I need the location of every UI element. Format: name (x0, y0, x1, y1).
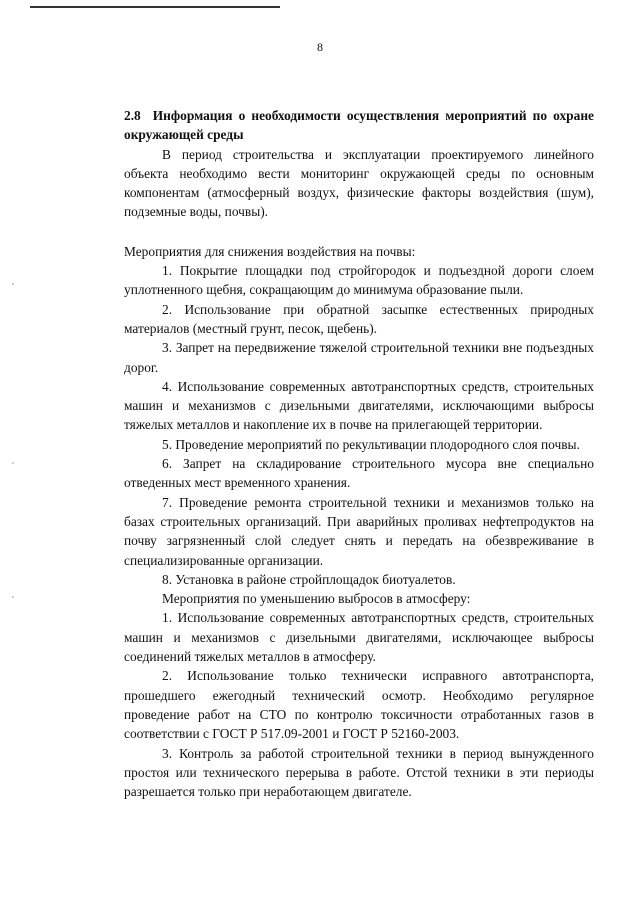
top-rule (30, 6, 280, 8)
soil-measure-item: 8. Установка в районе стройплощадок биотуалетов. (162, 571, 456, 587)
intro-paragraph: В период строительства и эксплуатации проектируемого линейного объекта необходимо вести мониторинг окружающей среды по основным компонентам (атмосферный воздух, физические факторы воздействия (шум), подземные воды, почвы). (124, 146, 594, 220)
soil-measure-item: 7. Проведение ремонта строительной техники и механизмов только на базах строительных организаций. При аварийных проливах нефтепродуктов на почву загрязненный слой следует снять и передать на обезвреживание в специализированные организации. (124, 494, 594, 568)
soil-measure-item: 3. Запрет на передвижение тяжелой строительной техники вне подъездных дорог. (124, 340, 594, 375)
soil-measure-item: 5. Проведение мероприятий по рекультивации плодородного слоя почвы. (162, 436, 580, 452)
soil-measure-item: 6. Запрет на складирование строительного мусора вне специально отведенных мест временного хранения. (124, 456, 594, 491)
page-number: 8 (317, 40, 323, 54)
document-body (124, 106, 594, 801)
air-measure-item: 1. Использование современных автотранспортных средств, строительных машин и механизмов с дизельными двигателями, исключающее выбросы соединений тяжелых металлов в атмосферу. (124, 610, 594, 665)
section-heading (124, 106, 594, 145)
air-measures-heading: Мероприятия по уменьшению выбросов в атмосферу: (162, 591, 471, 607)
scan-artifact (12, 596, 14, 598)
soil-measures-heading: Мероприятия для снижения воздействия на почвы: (124, 243, 416, 259)
air-measure-item: 3. Контроль за работой строительной техники в период вынужденного простоя или технического перерыва в работе. Отстой техники в эти периоды разрешается только при неработающем двигателе. (124, 745, 594, 800)
section-number: 2.8 (124, 108, 141, 123)
section-title: Информация о необходимости осуществления мероприятий по охране окружающей среды (124, 108, 594, 143)
air-measure-item: 2. Использование только технически исправного автотранспорта, прошедшего ежегодный технический осмотр. Необходимо регулярное проведение работ на СТО по контролю токсичности отработанных газов в соответствии с ГОСТ Р 517.09-2001 и ГОСТ Р 52160-2003. (124, 668, 594, 742)
scan-artifact (12, 462, 14, 464)
scan-artifact (12, 283, 14, 285)
soil-measure-item: 4. Использование современных автотранспортных средств, строительных машин и механизмов с дизельными двигателями, исключающими выбросы тяжелых металлов и накопление их в почве на прилегающей территории. (124, 378, 594, 433)
paragraph-gap (124, 222, 594, 242)
soil-measure-item: 1. Покрытие площадки под стройгородок и подъездной дороги слоем уплотненного щебня, сокращающим до минимума образование пыли. (124, 263, 594, 298)
soil-measure-item: 2. Использование при обратной засыпке естественных природных материалов (местный грунт, песок, щебень). (124, 301, 594, 336)
